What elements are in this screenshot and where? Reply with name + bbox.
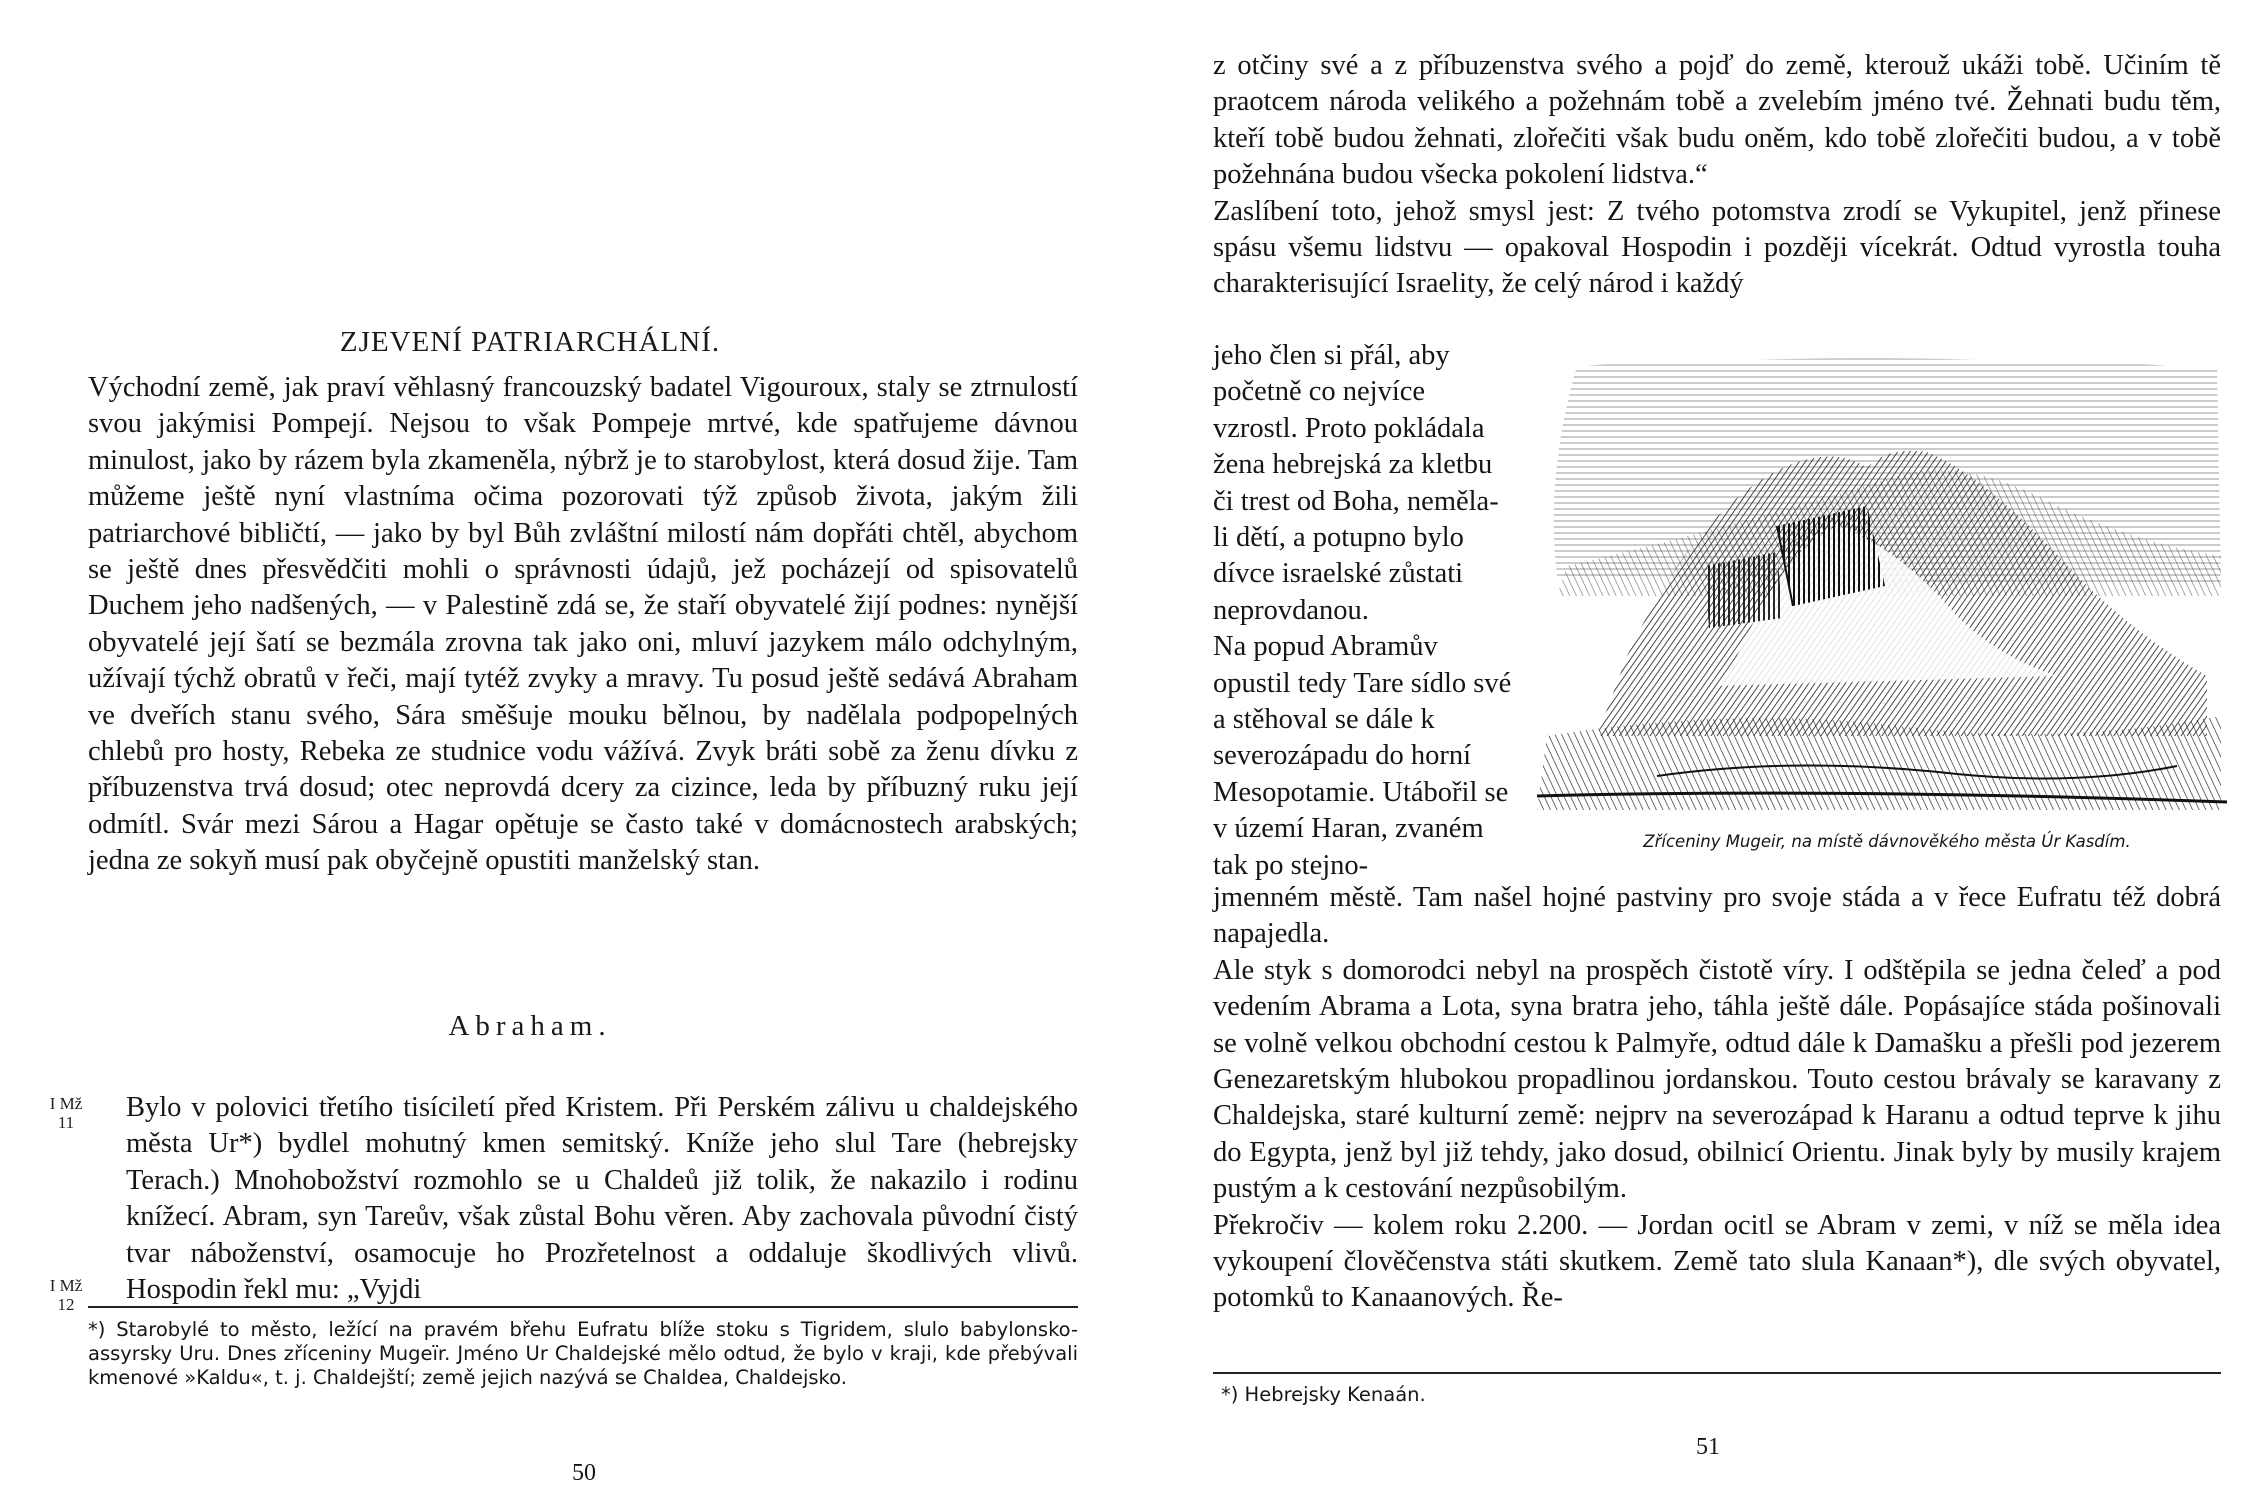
footnote-divider: [88, 1306, 1078, 1308]
illustration-caption: Zříceniny Mugeir, na místě dávnověkého města Úr Kasdím.: [1643, 832, 2131, 851]
margin-reference-book: I Mž: [49, 1276, 83, 1295]
right-narrow-paragraphs: jeho člen si přál, aby početně co nejvíce vzrostl. Proto pokládala žena hebrejská za kletbu či trest od Boha, neměla-li dětí, a potupno bylo dívce israelské zůstati neprovdanou. Na popud Abramův opustil tedy Tare sídlo své a stěhoval se dále k severozápadu do horní Mesopotamie. Utábořil se v území Haran, zvaném tak po stejno-: [1213, 340, 1512, 881]
right-page: [1121, 0, 2242, 1500]
left-main-paragraph: Východní země, jak praví věhlasný francouzský badatel Vigouroux, staly se ztrnulostí svou jakýmisi Pompejí. Nejsou to však Pompeje mrtvé, kde spatřujeme dávnou minulost, jako by rázem byla zkameněla, nýbrž je to starobylost, která dosud žije. Tam můžeme ještě nyní vlastníma očima pozorovati týž způsob života, jakým žili patriarchové bibličtí, — jako by byl Bůh zvláštní milostí nám dopřáti chtěl, abychom se ještě dnes přesvědčiti mohli o správnosti údajů, jež pocházejí od spisovatelů Duchem jeho nadšených, — v Palestině zdá se, že staří obyvatelé žijí podnes: nynější obyvatelé její šatí se bezmála zrovna tak jako oni, mluví jazykem málo odchylným, užívají týchž obratů v řeči, mají tytéž zvyky a mravy. Tu posud ještě sedává Abraham ve dveřích stanu svého, Sára směšuje mouku bělnou, by nadělala podpopelných chlebů pro hosty, Rebeka ze studnice vodu vážívá. Zvyk bráti sobě za ženu dívku z příbuzenstva trvá dosud; otec neprovdá dcery za cizince, leda by příbuzný ruku její odmítl. Svár mezi Sárou a Hagar opětuje se často také v domácnostech arabských; jedna ze sokyň musí pak obyčejně opustiti manželský stan.: [88, 372, 1078, 877]
page-number-left: 50: [572, 1460, 596, 1486]
chapter-title: ZJEVENÍ PATRIARCHÁLNÍ.: [339, 326, 721, 358]
abraham-paragraph: Bylo v polovici třetího tisíciletí před Kristem. Při Perském zálivu u chaldejského města Ur*) bydlel mohutný kmen semitský. Kníže jeho slul Tare (hebrejsky Terach.) Mnohobožství rozmohlo se u Chaldeů již tolik, že nakazilo i rodinu knížecí. Abram, syn Tareův, však zůstal Bohu věren. Aby zachovala původní čistý tvar náboženství, osamocuje ho Prozřetelnost a oddaluje škodlivých vlivů. Hospodin řekl mu: „Vyjdi: [126, 1092, 1078, 1306]
left-footnote: *) Starobylé to město, ležící na pravém břehu Eufratu blíže stoku s Tigridem, slulo babylonsko-assyrsky Uru. Dnes zříceniny Mugeïr. Jméno Ur Chaldejské mělo odtud, že bylo v kraji, kde přebývali kmenové »Kaldu«, t. j. Chaldejští; země jejich nazývá se Chaldea, Chaldejsko.: [88, 1318, 1078, 1389]
margin-reference-book: I Mž: [49, 1094, 83, 1113]
page-number-right: 51: [1696, 1434, 1720, 1460]
margin-reference-chapter: 12: [57, 1295, 75, 1314]
right-footnote: *) Hebrejsky Kenaán.: [1221, 1383, 1426, 1406]
right-tail-paragraphs: jmenném městě. Tam našel hojné pastviny pro svoje stáda a v řece Eufratu též dobrá napajedla. Ale styk s domorodci nebyl na prospěch čistotě víry. I odštěpila se jedna čeleď a pod vedením Abrama a Lota, syna bratra jeho, táhla ještě dále. Popásajíce stáda pošinovali se volně velkou obchodní cestou k Palmyře, odtud dále k Damašku a přešli pod jezerem Genezaretským hlubokou propadlinou jordanskou. Touto cestou brávaly se karavany z Chaldejska, staré kulturní země: nejprv na severozápad k Haranu a odtud teprve k jihu do Egypta, jenž byl již tehdy, jako dosud, obilnicí Orientu. Jinak byly by musily krajem pustým a k cestování nezpůsobilým. Překročiv — kolem roku 2.200. — Jordan ocitl se Abram v zemi, v níž se měla idea vykoupení člověčenstva státi skutkem. Země tato slula Kanaan*), dle svých obyvatel, potomků to Kanaanových. Ře-: [1213, 882, 2221, 1314]
margin-reference-1: [44, 1094, 88, 1132]
margin-reference-2: [44, 1276, 88, 1314]
footnote-divider: [1213, 1372, 2221, 1374]
ruins-illustration: [1537, 356, 2227, 810]
section-title: Abraham.: [448, 1010, 612, 1042]
margin-reference-chapter: 11: [57, 1113, 75, 1132]
right-top-paragraphs: z otčiny své a z příbuzenstva svého a pojď do země, kterouž ukáži tobě. Učiním tě praotcem národa velikého a požehnám tobě a zvelebím jméno tvé. Žehnati budu těm, kteří tobě budou žehnati, zlořečiti však budu oněm, kdo tobě zlořečiti budou, a v tobě požehnána budou všecka pokolení lidstva.“ Zaslíbení toto, jehož smysl jest: Z tvého potomstva zrodí se Vykupitel, jenž přinese spásu všemu lidstvu — opakoval Hospodin i později vícekrát. Odtud vyrostla touha charakterisující Israelity, že celý národ i každý: [1213, 50, 2221, 300]
